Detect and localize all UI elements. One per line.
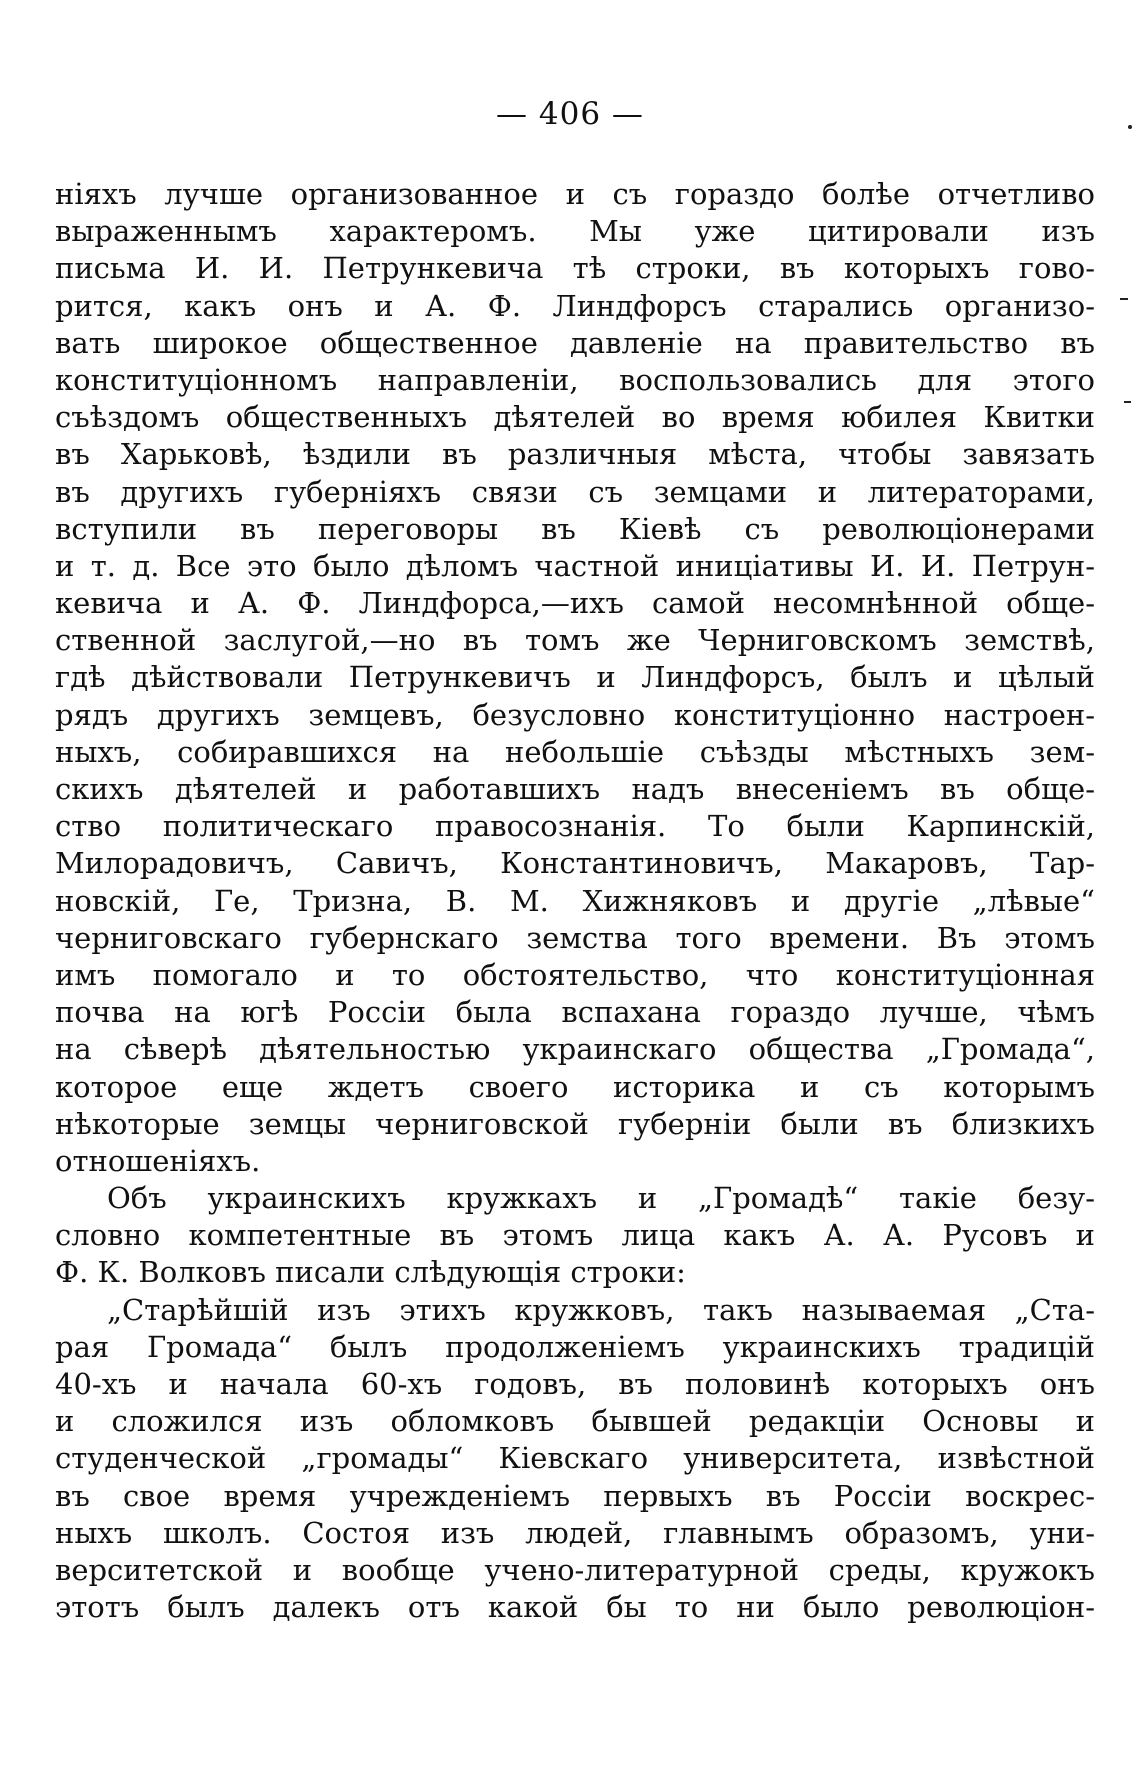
text-line: Объ украинскихъ кружкахъ и „Громадѣ“ такіе безу-	[107, 1181, 1095, 1216]
text-line: ныхъ, собиравшихся на небольшіе съѣзды мѣстныхъ зем-	[55, 734, 1095, 769]
text-line: вступили въ переговоры въ Кіевѣ съ революціонерами	[55, 511, 1095, 546]
body-text	[55, 176, 1095, 1626]
text-line: студенческой „громады“ Кіевскаго университета, извѣстной	[55, 1441, 1095, 1476]
text-line: въ другихъ губерніяхъ связи съ земцами и литераторами,	[55, 474, 1095, 509]
text-line: выраженнымъ характеромъ. Мы уже цитировали изъ	[55, 214, 1095, 249]
text-line: отношеніяхъ.	[55, 1143, 261, 1178]
text-line: ство политическаго правосознанія. То были Карпинскій,	[55, 809, 1095, 844]
text-line: въ Харьковѣ, ѣздили въ различныя мѣста, чтобы завязать	[55, 437, 1095, 472]
text-line: словно компетентные въ этомъ лица какъ А. А. Русовъ и	[55, 1218, 1095, 1253]
text-line: рится, какъ онъ и А. Ф. Линдфорсъ старались организо-	[55, 288, 1095, 323]
text-line: ныхъ школъ. Состоя изъ людей, главнымъ образомъ, уни-	[55, 1515, 1095, 1550]
text-line: письма И. И. Петрункевича тѣ строки, въ которыхъ гово-	[55, 251, 1095, 286]
text-line: рая Громада“ былъ продолженіемъ украинскихъ традицій	[55, 1329, 1095, 1364]
text-line: почва на югѣ Россіи была вспахана гораздо лучше, чѣмъ	[55, 995, 1095, 1030]
page-number: — 406 —	[496, 96, 644, 132]
text-line: въ свое время учрежденіемъ первыхъ въ Россіи воскрес-	[55, 1478, 1095, 1513]
text-line: ственной заслугой,—но въ томъ же Черниговскомъ земствѣ,	[55, 623, 1095, 658]
scan-speck	[1124, 401, 1131, 403]
text-line: гдѣ дѣйствовали Петрункевичъ и Линдфорсъ, былъ и цѣлый	[55, 660, 1095, 695]
text-line: и т. д. Все это было дѣломъ частной иниціативы И. И. Петрун-	[55, 548, 1095, 583]
text-line: которое еще ждетъ своего историка и съ которымъ	[55, 1069, 1095, 1104]
text-line: нѣкоторые земцы черниговской губерніи были въ близкихъ	[55, 1106, 1095, 1141]
text-line: этотъ былъ далекъ отъ какой бы то ни было революціон-	[55, 1590, 1095, 1625]
text-line: ніяхъ лучше организованное и съ гораздо болѣе отчетливо	[55, 177, 1095, 211]
text-line: верситетской и вообще учено-литературной среды, кружокъ	[55, 1552, 1095, 1587]
text-line: кевича и А. Ф. Линдфорса,—ихъ самой несомнѣнной обще-	[55, 586, 1095, 621]
text-line: Милорадовичъ, Савичъ, Константиновичъ, Макаровъ, Тар-	[55, 846, 1095, 881]
text-line: имъ помогало и то обстоятельство, что конституціонная	[55, 957, 1095, 992]
text-line: 40-хъ и начала 60-хъ годовъ, въ половинѣ которыхъ онъ	[55, 1367, 1095, 1401]
text-line: черниговскаго губернскаго земства того времени. Въ этомъ	[55, 920, 1095, 955]
scan-speck	[1120, 298, 1128, 300]
text-line: на сѣверѣ дѣятельностью украинскаго общества „Громада“,	[55, 1032, 1095, 1067]
text-line: Ф. К. Волковъ писали слѣдующія строки:	[55, 1255, 686, 1290]
text-line: новскій, Ге, Тризна, В. М. Хижняковъ и другіе „лѣвые“	[55, 883, 1095, 918]
text-line: и сложился изъ обломковъ бывшей редакціи Основы и	[55, 1404, 1095, 1439]
text-line: съѣздомъ общественныхъ дѣятелей во время юбилея Квитки	[55, 400, 1095, 435]
text-line: конституціонномъ направленіи, воспользовались для этого	[55, 362, 1095, 397]
text-line: „Старѣйшій изъ этихъ кружковъ, такъ называемая „Ста-	[107, 1292, 1095, 1327]
scan-speck	[1128, 125, 1132, 129]
text-line: вать широкое общественное давленіе на правительство въ	[55, 325, 1095, 360]
text-line: рядъ другихъ земцевъ, безусловно конституціонно настроен-	[55, 697, 1095, 732]
text-line: скихъ дѣятелей и работавшихъ надъ внесеніемъ въ обще-	[55, 772, 1095, 806]
